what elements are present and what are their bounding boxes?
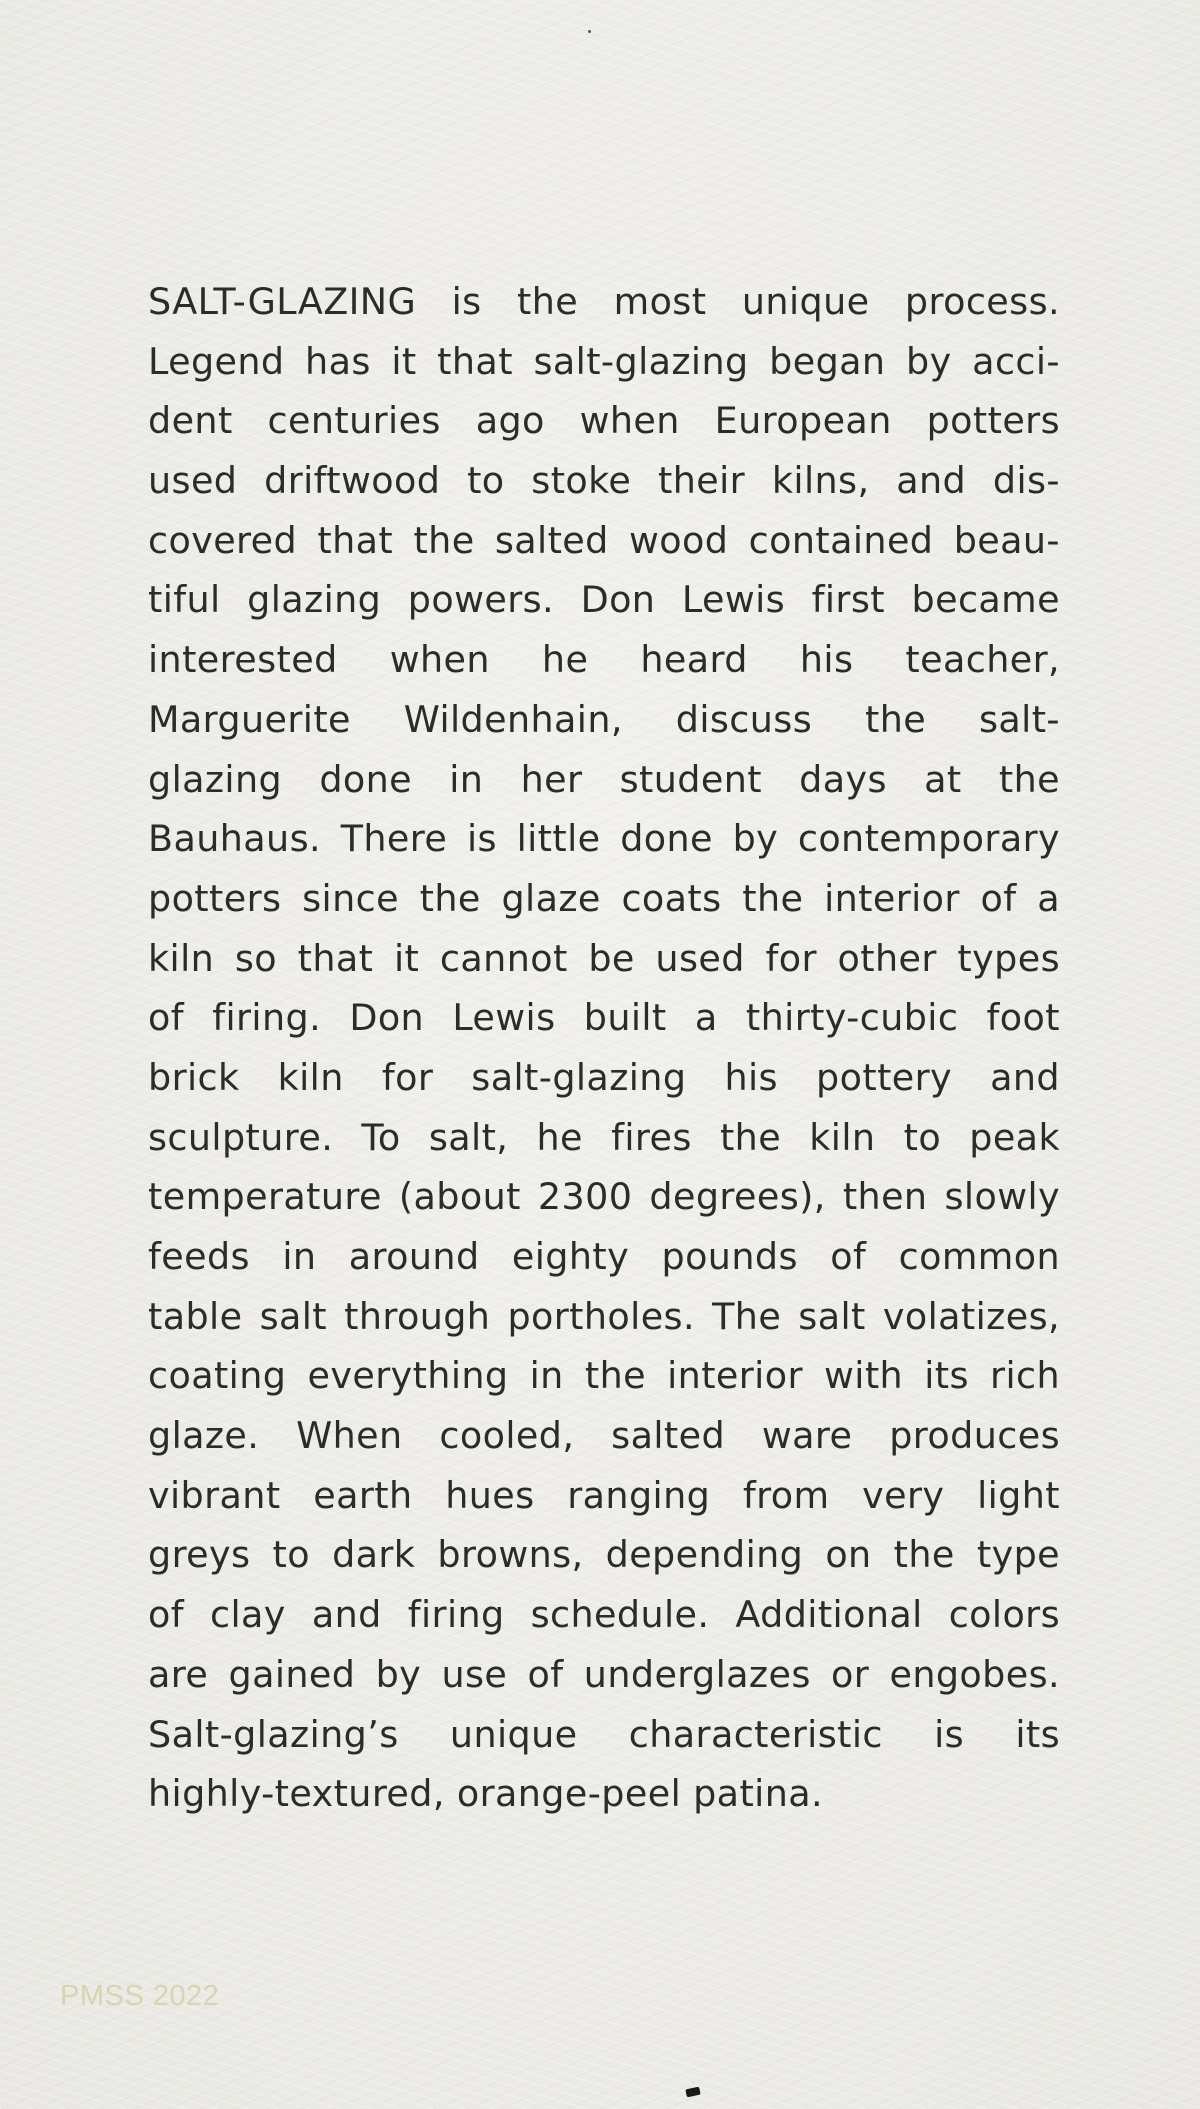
body-line: SALT-GLAZING is the most unique process.: [148, 280, 1060, 323]
body-line: Marguerite Wildenhain, discuss the salt-: [148, 697, 1060, 741]
body-line: interested when he heard his teacher,: [148, 638, 1060, 682]
body-line: of firing. Don Lewis built a thirty-cubic foot: [148, 996, 1060, 1040]
body-line: sculpture. To salt, he fires the kiln to peak: [148, 1115, 1060, 1159]
body-line: brick kiln for salt-glazing his pottery and: [148, 1055, 1060, 1099]
body-line: Salt-glazing’s unique characteristic is its: [148, 1712, 1060, 1756]
body-line: highly-textured, orange-peel patina.: [148, 1772, 823, 1816]
body-line: greys to dark browns, depending on the type: [148, 1533, 1060, 1577]
paper-speck: [588, 30, 591, 33]
body-line: Legend has it that salt-glazing began by acci-: [148, 339, 1060, 383]
body-line: temperature (about 2300 degrees), then slowly: [148, 1175, 1060, 1219]
ink-speck: [685, 2087, 700, 2098]
article-body: [148, 272, 1060, 1824]
body-line: glazing done in her student days at the: [148, 757, 1060, 801]
body-line: tiful glazing powers. Don Lewis first became: [148, 578, 1060, 622]
body-line: Bauhaus. There is little done by contemporary: [148, 817, 1060, 861]
body-line: dent centuries ago when European potters: [148, 399, 1060, 443]
body-line: glaze. When cooled, salted ware produces: [148, 1414, 1060, 1458]
body-line: covered that the salted wood contained beau-: [148, 518, 1060, 562]
body-line: potters since the glaze coats the interior of a: [148, 876, 1060, 920]
body-line: used driftwood to stoke their kilns, and dis-: [148, 459, 1060, 503]
body-line: of clay and firing schedule. Additional colors: [148, 1593, 1060, 1637]
body-line: are gained by use of underglazes or engobes.: [148, 1652, 1060, 1696]
body-line: coating everything in the interior with its rich: [148, 1354, 1060, 1398]
body-line: kiln so that it cannot be used for other types: [148, 936, 1060, 980]
body-line: table salt through portholes. The salt volatizes,: [148, 1294, 1060, 1338]
watermark: PMSS 2022: [60, 1980, 220, 2012]
body-line: vibrant earth hues ranging from very light: [148, 1473, 1060, 1517]
body-line: feeds in around eighty pounds of common: [148, 1235, 1060, 1278]
